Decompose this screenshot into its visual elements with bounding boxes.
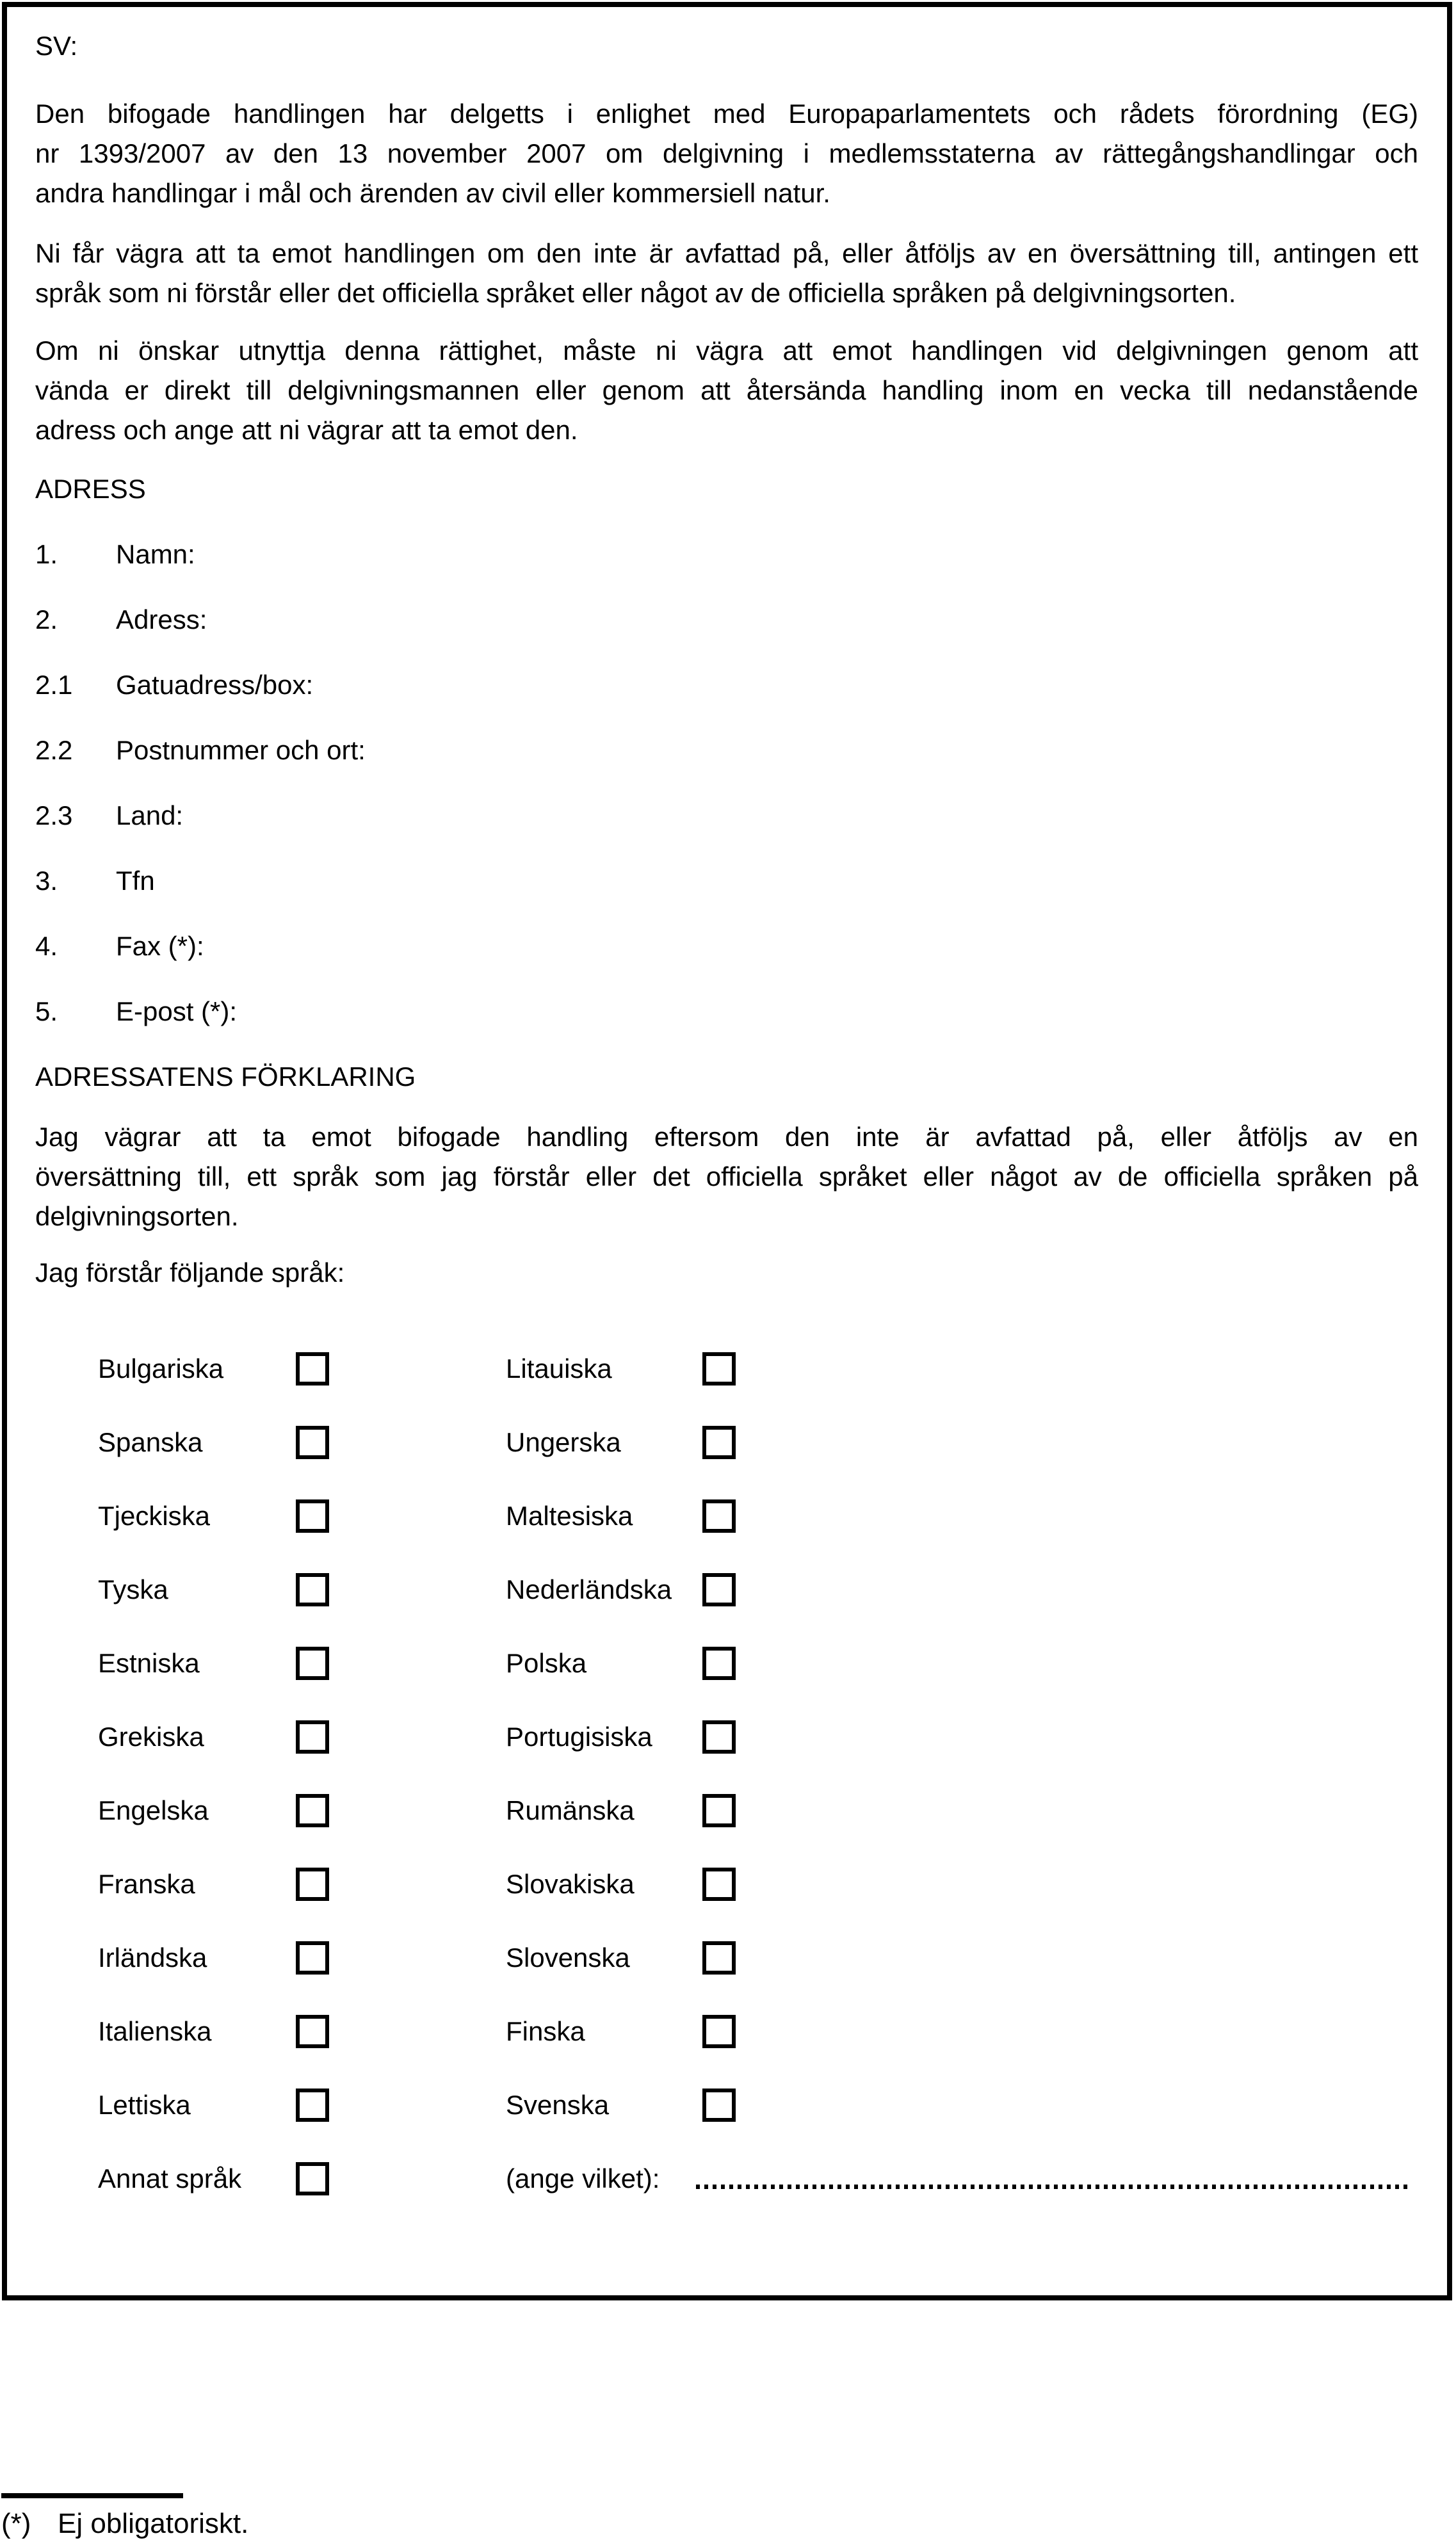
address-item-phone xyxy=(35,861,1418,901)
language-checkbox[interactable] xyxy=(702,1941,736,1975)
language-checkbox[interactable] xyxy=(296,2162,329,2195)
address-item-postcode-city xyxy=(35,731,1418,770)
footnote-marker: (*) xyxy=(1,2508,31,2539)
footnote xyxy=(1,2507,248,2541)
language-checkbox[interactable] xyxy=(702,1794,736,1827)
languages-table xyxy=(35,1349,1418,2199)
other-language-label: Annat språk xyxy=(98,2163,242,2194)
address-item-name xyxy=(35,535,1418,574)
language-checkbox[interactable] xyxy=(702,1499,736,1533)
language-checkbox[interactable] xyxy=(296,1426,329,1459)
language-checkbox[interactable] xyxy=(702,1573,736,1606)
language-checkbox[interactable] xyxy=(702,2089,736,2122)
address-item-address xyxy=(35,600,1418,640)
language-checkbox[interactable] xyxy=(702,1868,736,1901)
item-label: Fax (*): xyxy=(116,931,204,961)
intro-paragraph xyxy=(35,94,1418,213)
language-row xyxy=(35,1423,1418,1462)
other-language-row xyxy=(35,2159,1418,2199)
paragraph-line: Jag vägrar att ta emot bifogade handling eftersom den inte är avfattad på, eller åtföljs av en xyxy=(35,1122,1418,1152)
paragraph-line: Ni får vägra att ta emot handlingen om den inte är avfattad på, eller åtföljs av en översättning till, antingen ett xyxy=(35,238,1418,268)
language-checkbox[interactable] xyxy=(296,1499,329,1533)
address-item-email xyxy=(35,992,1418,1031)
paragraph-line: andra handlingar i mål och ärenden av civil eller kommersiell natur. xyxy=(35,178,830,208)
other-language-input-line[interactable] xyxy=(696,2185,1407,2189)
language-checkbox[interactable] xyxy=(296,1720,329,1754)
address-item-fax xyxy=(35,926,1418,966)
footnote-text: Ej obligatoriskt. xyxy=(58,2508,249,2539)
language-checkbox[interactable] xyxy=(702,1352,736,1386)
language-label: Portugisiska xyxy=(506,1722,652,1752)
language-label: Bulgariska xyxy=(98,1353,224,1384)
language-label: Estniska xyxy=(98,1648,200,1678)
paragraph-line: språk som ni förstår eller det officiella språket eller något av de officiella språken på delgivningsorten. xyxy=(35,278,1236,308)
language-label: Tyska xyxy=(98,1574,168,1604)
footnote-rule xyxy=(1,2493,183,2498)
item-number: 5. xyxy=(35,996,58,1026)
language-row xyxy=(35,2012,1418,2051)
item-number: 4. xyxy=(35,931,58,961)
refusal-right-paragraph xyxy=(35,234,1418,313)
language-checkbox[interactable] xyxy=(702,1647,736,1680)
document-border-box xyxy=(2,2,1452,2300)
language-checkbox[interactable] xyxy=(296,1794,329,1827)
language-row xyxy=(35,2085,1418,2125)
language-checkbox[interactable] xyxy=(296,1647,329,1680)
paragraph-line: översättning till, ett språk som jag förstår eller det officiella språket eller något av de officiella språken på xyxy=(35,1161,1418,1192)
declaration-paragraph xyxy=(35,1117,1418,1236)
language-label: Finska xyxy=(506,2016,585,2046)
language-checkbox[interactable] xyxy=(296,2015,329,2048)
item-number: 2.1 xyxy=(35,670,73,700)
item-label: E-post (*): xyxy=(116,996,238,1026)
language-row xyxy=(35,1349,1418,1389)
language-label: Maltesiska xyxy=(506,1501,633,1531)
item-number: 2.2 xyxy=(35,735,73,765)
languages-intro: Jag förstår följande språk: xyxy=(35,1257,345,1288)
paragraph-line: vända er direkt till delgivningsmannen eller genom att återsända handling inom en vecka till nedanstående xyxy=(35,375,1418,405)
language-checkbox[interactable] xyxy=(296,1868,329,1901)
paragraph-line: delgivningsorten. xyxy=(35,1201,239,1231)
item-number: 3. xyxy=(35,866,58,896)
language-label: Litauiska xyxy=(506,1353,612,1384)
language-code-label: SV: xyxy=(35,31,78,61)
address-heading: ADRESS xyxy=(35,474,146,504)
language-label: Slovakiska xyxy=(506,1869,635,1899)
language-checkbox[interactable] xyxy=(702,1426,736,1459)
item-number: 2.3 xyxy=(35,800,73,830)
language-label: Slovenska xyxy=(506,1943,630,1973)
language-label: Engelska xyxy=(98,1795,209,1825)
item-label: Gatuadress/box: xyxy=(116,670,314,700)
language-label: Tjeckiska xyxy=(98,1501,211,1531)
language-label: Italienska xyxy=(98,2016,212,2046)
language-label: Polska xyxy=(506,1648,587,1678)
addressee-declaration-heading: ADRESSATENS FÖRKLARING xyxy=(35,1062,416,1092)
language-label: Nederländska xyxy=(506,1574,672,1604)
language-checkbox[interactable] xyxy=(296,1941,329,1975)
language-row xyxy=(35,1496,1418,1536)
language-row xyxy=(35,1644,1418,1683)
item-label: Namn: xyxy=(116,539,195,569)
paragraph-line: Om ni önskar utnyttja denna rättighet, måste ni vägra att emot handlingen vid delgivningen genom att xyxy=(35,335,1418,366)
refusal-procedure-paragraph xyxy=(35,331,1418,450)
language-label: Irländska xyxy=(98,1943,207,1973)
language-label: Lettiska xyxy=(98,2090,191,2120)
language-label: Franska xyxy=(98,1869,195,1899)
language-label: Ungerska xyxy=(506,1427,621,1457)
language-row xyxy=(35,1570,1418,1610)
language-checkbox[interactable] xyxy=(296,1352,329,1386)
language-checkbox[interactable] xyxy=(702,1720,736,1754)
language-checkbox[interactable] xyxy=(296,2089,329,2122)
address-item-country xyxy=(35,796,1418,836)
language-checkbox[interactable] xyxy=(702,2015,736,2048)
language-label: Svenska xyxy=(506,2090,610,2120)
language-checkbox[interactable] xyxy=(296,1573,329,1606)
paragraph-line: Den bifogade handlingen har delgetts i enlighet med Europaparlamentets och rådets förordning (EG) xyxy=(35,99,1418,129)
paragraph-line: nr 1393/2007 av den 13 november 2007 om delgivning i medlemsstaterna av rättegångshandlingar och xyxy=(35,138,1418,168)
language-row xyxy=(35,1791,1418,1830)
item-label: Postnummer och ort: xyxy=(116,735,366,765)
language-row xyxy=(35,1938,1418,1978)
item-number: 1. xyxy=(35,539,58,569)
address-item-street xyxy=(35,665,1418,705)
paragraph-line: adress och ange att ni vägrar att ta emot den. xyxy=(35,415,578,445)
item-number: 2. xyxy=(35,604,58,634)
other-language-specify-label: (ange vilket): xyxy=(506,2163,660,2194)
language-label: Grekiska xyxy=(98,1722,204,1752)
language-label: Spanska xyxy=(98,1427,203,1457)
language-label: Rumänska xyxy=(506,1795,635,1825)
item-label: Adress: xyxy=(116,604,207,634)
language-row xyxy=(35,1717,1418,1757)
language-row xyxy=(35,1864,1418,1904)
item-label: Tfn xyxy=(116,866,155,896)
item-label: Land: xyxy=(116,800,184,830)
